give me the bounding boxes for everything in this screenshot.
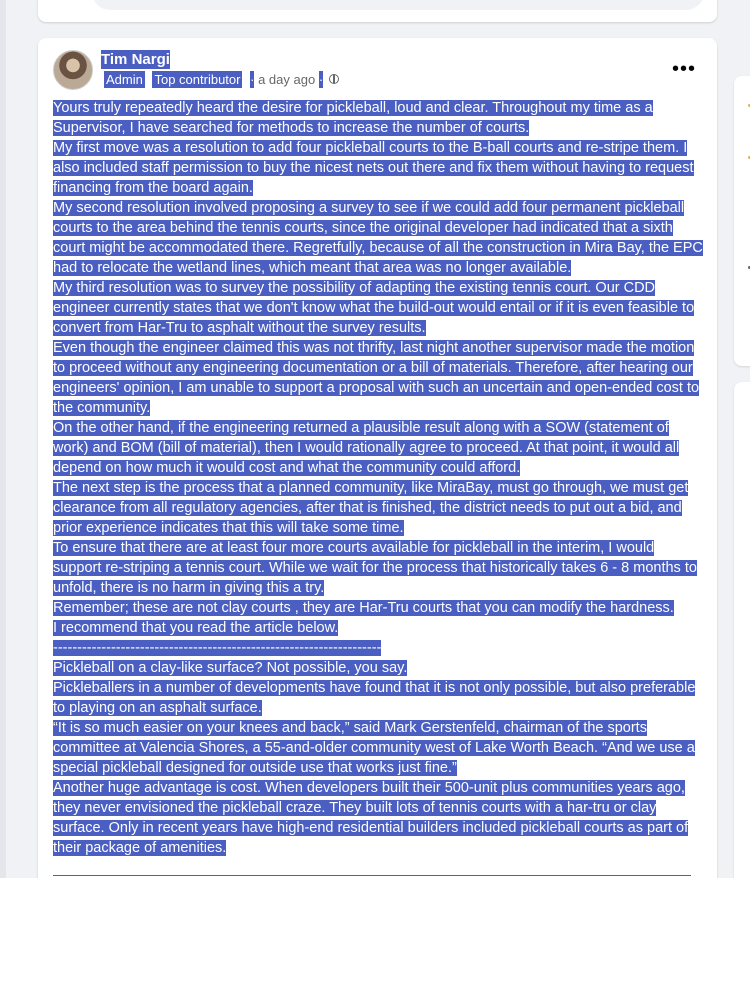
post-paragraph: My third resolution was to survey the possibility of adapting the existing tennis court. Our CDD engineer currently states that we don't know what the build-out would entail or if it is even feasible to convert from Har-Tru to asphalt without the survey results.	[53, 280, 695, 336]
more-options-button[interactable]: •••	[671, 58, 696, 80]
post-paragraph: Even though the engineer claimed this was not thrifty, last night another supervisor made the motion to proceed without any engineering documentation or a bill of materials. Therefore, after hearing our engineers' opinion, I am unable to support a proposal with such an uncertain and open-ended cost to the community.	[53, 340, 700, 416]
post-paragraph: I recommend that you read the article below.	[53, 620, 339, 636]
post-body	[53, 98, 705, 858]
top-contributor-badge[interactable]: Top contributor	[154, 72, 241, 87]
selection-end-line	[53, 875, 691, 876]
post-paragraph: Pickleball on a clay-like surface? Not possible, you say.	[53, 660, 408, 676]
post-paragraph: To ensure that there are at least four more courts available for pickleball in the interim, I would support re-striping a tennis court. While we wait for the process that historically takes 6 - 8 months to unfold, there is no harm in giving this a try.	[53, 540, 697, 596]
post-paragraph: Yours truly repeatedly heard the desire for pickleball, loud and clear. Throughout my time as a Supervisor, I have searched for methods to increase the number of courts.	[53, 100, 653, 136]
left-edge	[0, 0, 6, 878]
comment-input-box[interactable]	[92, 0, 704, 10]
previous-post-card	[38, 0, 717, 22]
post-paragraph: Another huge advantage is cost. When developers built their 500-unit plus communities years ago, they never envisioned the pickleball craze. They built lots of tennis courts with a har-tru or clay surface. Only in recent years have high-end residential builders included pickleball courts as part of their package of amenities.	[53, 780, 689, 856]
blank-area	[0, 878, 750, 1000]
right-sidebar-card	[734, 382, 750, 878]
post-meta	[104, 71, 339, 88]
author-name[interactable]: Tim Nargi	[101, 51, 170, 68]
post-paragraph: The next step is the process that a planned community, like MiraBay, must go through, we must get clearance from all regulatory agencies, after that is finished, the district needs to put out a bid, and prior experience indicates that this will take some time.	[53, 480, 689, 536]
meta-separator: ·	[318, 72, 324, 87]
admin-badge[interactable]: Admin	[106, 72, 143, 87]
meta-separator: ·	[250, 72, 255, 87]
post-time[interactable]: a day ago	[258, 72, 316, 87]
avatar[interactable]	[53, 50, 93, 90]
post-divider: --------------------------------------------------------------------	[53, 640, 382, 656]
globe-icon	[329, 74, 339, 84]
post-paragraph: On the other hand, if the engineering returned a plausible result along with a SOW (statement of work) and BOM (bill of material), then I would rationally agree to proceed. At that point, it would all depend on how much it would cost and what the community could afford.	[53, 420, 680, 476]
post-paragraph: My first move was a resolution to add four pickleball courts to the B-ball courts and re-stripe them. I also included staff permission to buy the nicest nets out there and fix them without having to request financing from the board again.	[53, 140, 694, 196]
post-paragraph: Remember; these are not clay courts , they are Har-Tru courts that you can modify the hardness.	[53, 600, 674, 616]
post-paragraph: “It is so much easier on your knees and back,” said Mark Gerstenfeld, chairman of the sports committee at Valencia Shores, a 55-and-older community west of Lake Worth Beach. “And we use a special pickleball designed for outside use that works just fine.”	[53, 720, 695, 776]
right-sidebar-card	[734, 76, 750, 366]
post-paragraph: My second resolution involved proposing a survey to see if we could add four permanent pickleball courts to the area behind the tennis courts, since the original developer had indicated that a sixth court might be accommodated there. Regretfully, because of all the construction in Mira Bay, the EPC had to relocate the wetland lines, which meant that area was no longer available.	[53, 200, 703, 276]
post-card	[38, 38, 717, 878]
post-paragraph: Pickleballers in a number of developments have found that it is not only possible, but also preferable to playing on an asphalt surface.	[53, 680, 696, 716]
